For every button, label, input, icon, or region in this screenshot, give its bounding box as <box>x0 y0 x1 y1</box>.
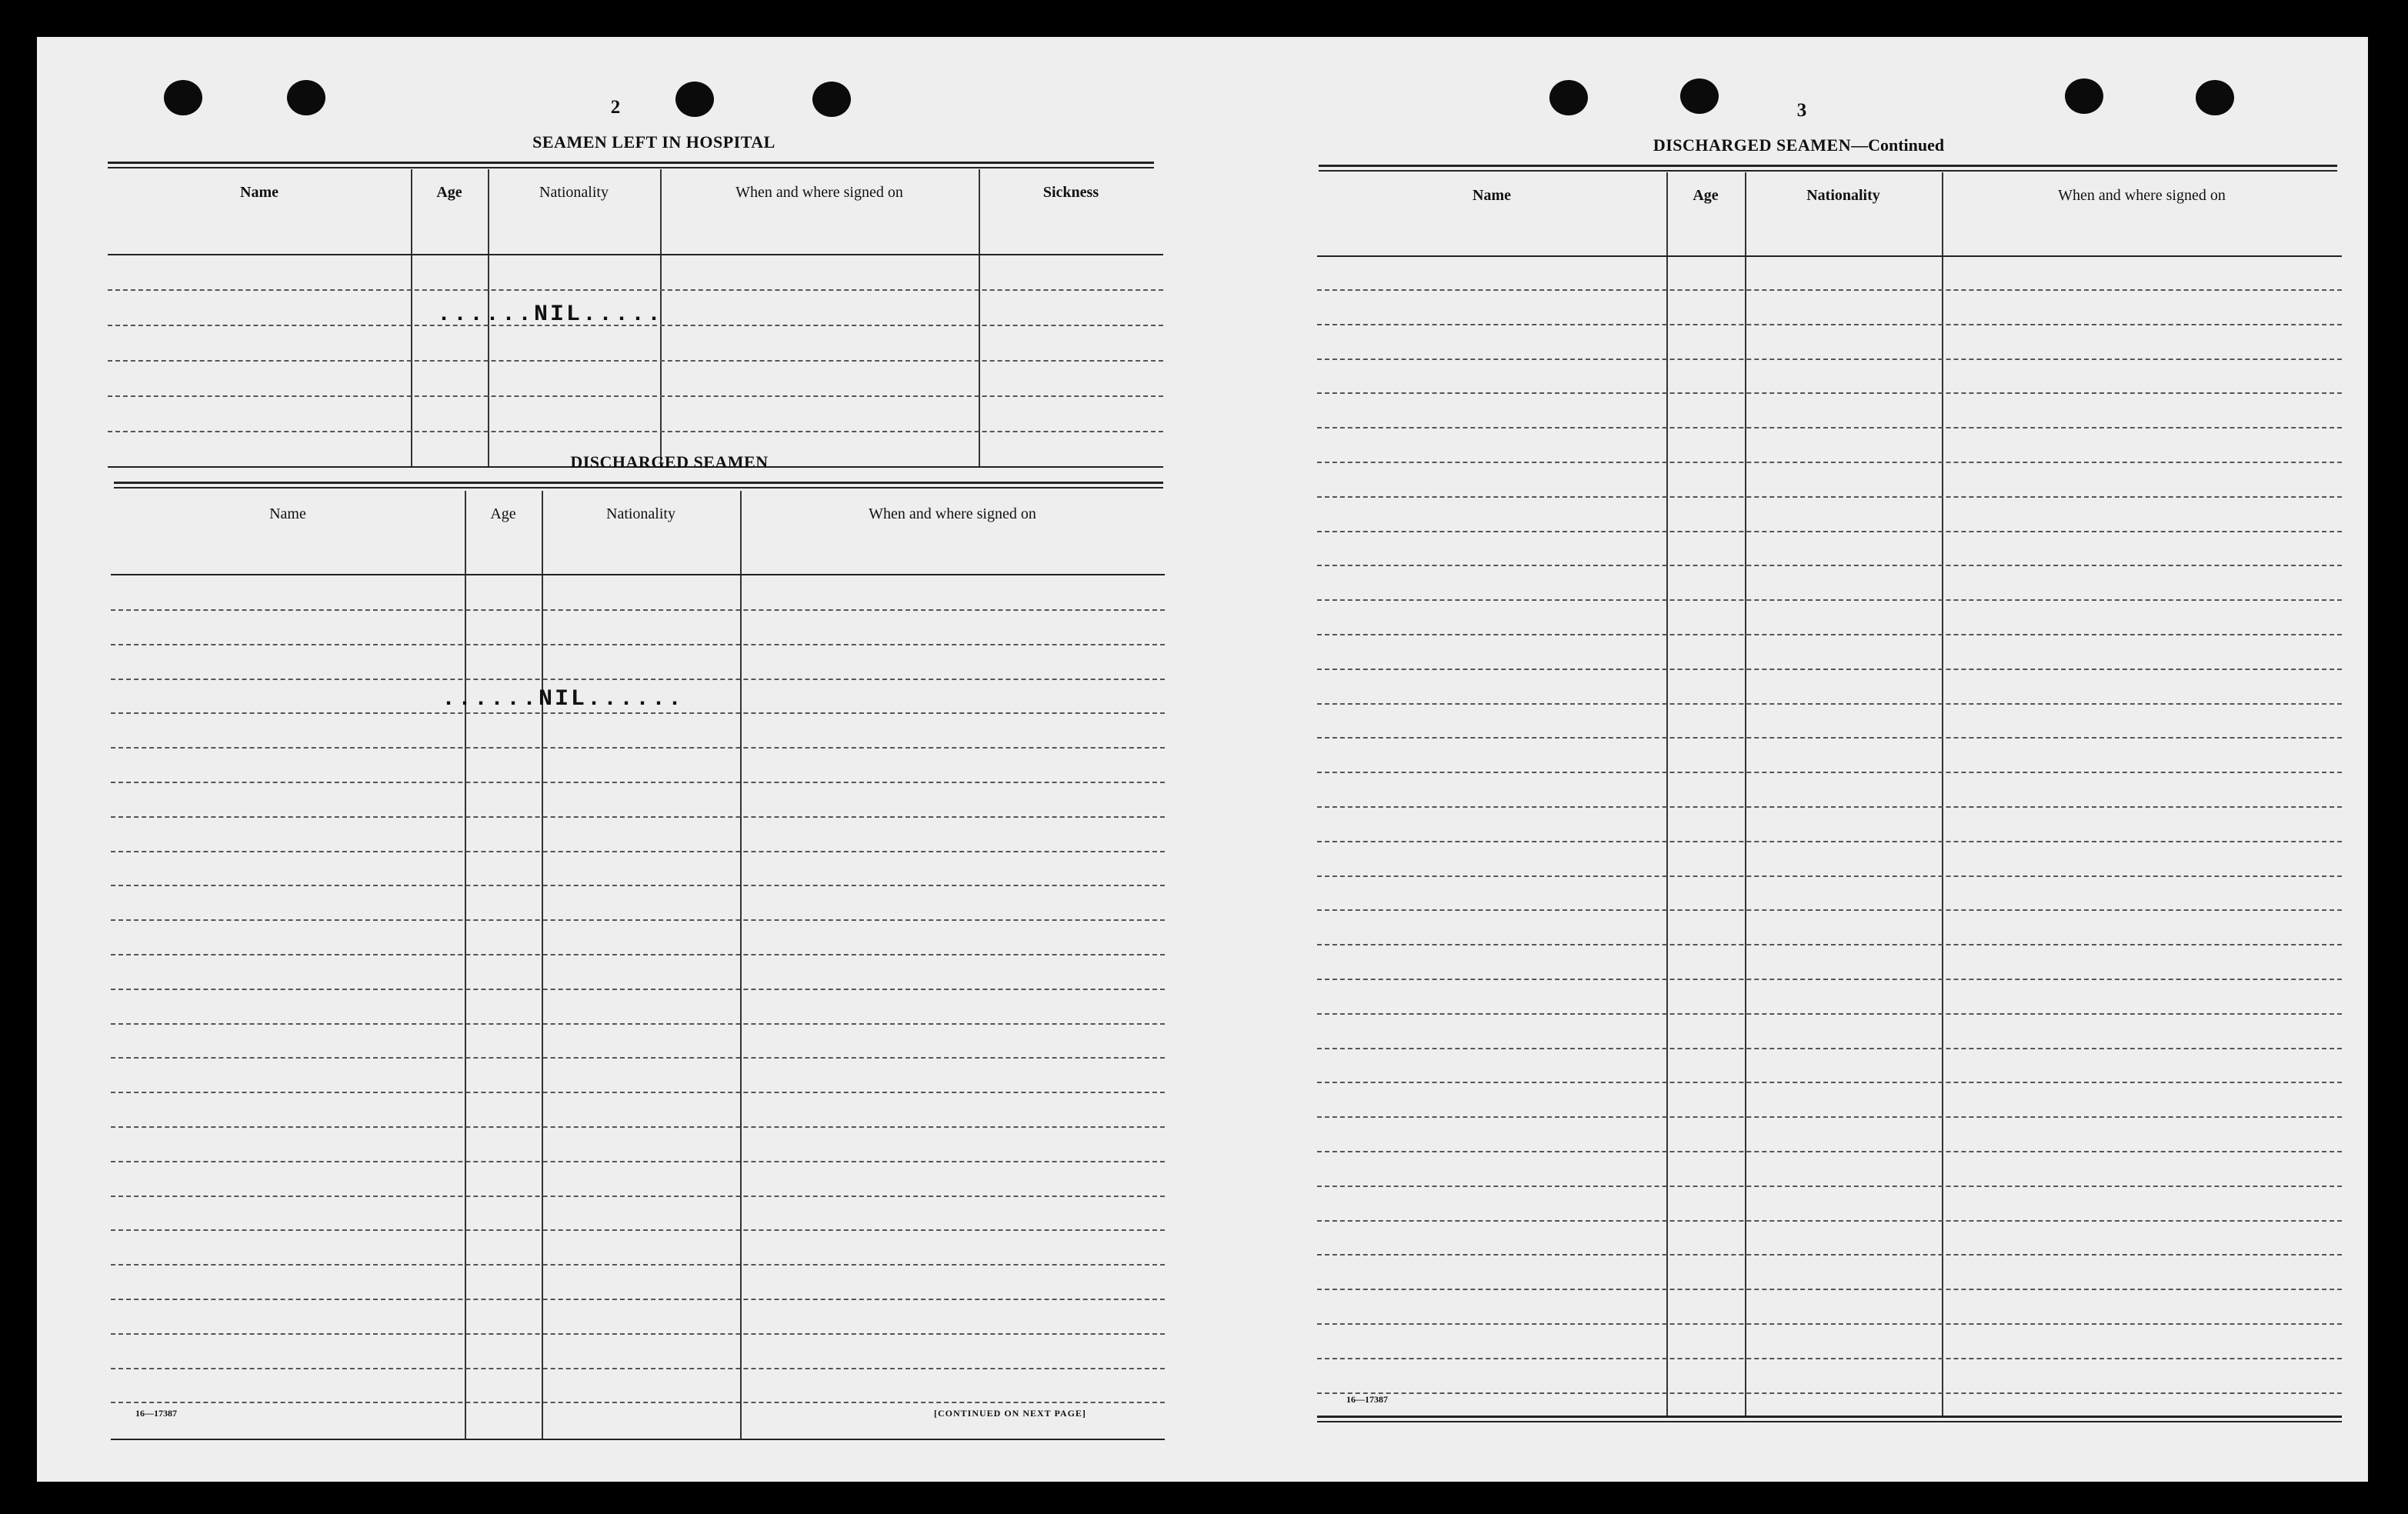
column-header-signed-on: When and where signed on <box>735 184 903 201</box>
section-title-suffix: —Continued <box>1851 135 1945 155</box>
table-row <box>111 712 1165 714</box>
column-header-nationality: Nationality <box>539 184 609 201</box>
column-header-name: Name <box>1472 187 1511 204</box>
table-row <box>1317 1254 2342 1256</box>
section-title-text: DISCHARGED SEAMEN <box>1653 135 1852 155</box>
table-row <box>1317 979 2342 980</box>
table-bottom-rule <box>1317 1416 2342 1422</box>
discharged-rows <box>111 491 1165 1442</box>
table-row <box>111 989 1165 990</box>
table-row <box>1317 565 2342 566</box>
table-row <box>1317 703 2342 705</box>
table-row <box>1317 1116 2342 1118</box>
table-row <box>1317 944 2342 945</box>
table-row <box>111 1023 1165 1025</box>
table-row <box>1317 669 2342 670</box>
table-row <box>111 1264 1165 1266</box>
form-code: 16—17387 <box>1346 1394 1388 1405</box>
form-code: 16—17387 <box>135 1408 177 1419</box>
table-row <box>1317 496 2342 498</box>
table-row <box>1317 875 2342 877</box>
page-number: 2 <box>610 97 621 118</box>
hospital-section-title: SEAMEN LEFT IN HOSPITAL <box>532 132 775 152</box>
column-header-signed-on: When and where signed on <box>2058 187 2226 204</box>
column-header-name: Name <box>240 184 278 201</box>
column-header-age: Age <box>1693 187 1719 204</box>
discharged-section-title: DISCHARGED SEAMEN <box>570 452 769 472</box>
table-row <box>111 747 1165 749</box>
table-row <box>111 1057 1165 1059</box>
table-row <box>1317 737 2342 739</box>
hospital-nil-entry: ......NIL..... <box>437 302 664 328</box>
table-row <box>111 885 1165 886</box>
table-row <box>108 431 1163 432</box>
table-row <box>111 1229 1165 1231</box>
table-row <box>1317 1392 2342 1394</box>
table-row <box>1317 392 2342 394</box>
table-row <box>111 1402 1165 1403</box>
table-row <box>108 360 1163 362</box>
table-row <box>1317 1220 2342 1222</box>
column-header-age: Age <box>436 184 462 201</box>
table-row <box>1317 841 2342 842</box>
table-row <box>1317 1013 2342 1015</box>
form-sheet <box>37 37 2368 1482</box>
column-header-nationality: Nationality <box>1806 187 1880 204</box>
hospital-title-rule <box>108 162 1154 168</box>
table-row <box>1317 1048 2342 1049</box>
table-row <box>1317 531 2342 532</box>
column-header-nationality: Nationality <box>606 505 675 522</box>
page-number: 3 <box>1796 100 1807 121</box>
table-row <box>1317 1151 2342 1152</box>
table-row <box>1317 462 2342 463</box>
table-row <box>111 782 1165 783</box>
discharged-continued-title <box>1560 135 2037 155</box>
column-divider <box>979 169 980 466</box>
table-row <box>111 679 1165 680</box>
table-row <box>1317 1186 2342 1187</box>
table-row <box>1317 289 2342 291</box>
table-row <box>108 395 1163 397</box>
discharged-continued-table <box>1317 172 2342 1419</box>
table-row <box>1317 1323 2342 1325</box>
table-row <box>111 1333 1165 1335</box>
table-row <box>111 644 1165 645</box>
table-row <box>111 1092 1165 1093</box>
table-row <box>108 289 1163 291</box>
table-row <box>111 816 1165 818</box>
left-page <box>37 37 1191 1482</box>
table-row <box>1317 909 2342 911</box>
table-row <box>111 1368 1165 1369</box>
right-page <box>1237 37 2368 1482</box>
column-header-age: Age <box>490 505 516 522</box>
table-row <box>1317 1082 2342 1083</box>
table-row <box>1317 772 2342 773</box>
table-row <box>1317 634 2342 635</box>
column-divider <box>411 169 412 466</box>
table-row <box>1317 599 2342 601</box>
discharged-continued-rows <box>1317 172 2342 1419</box>
table-row <box>1317 358 2342 360</box>
table-row <box>111 1196 1165 1197</box>
table-row <box>111 954 1165 955</box>
table-row <box>111 1161 1165 1162</box>
column-header-signed-on: When and where signed on <box>869 505 1036 522</box>
table-row <box>1317 324 2342 325</box>
discharged-table <box>111 491 1165 1442</box>
table-row <box>111 919 1165 921</box>
table-row <box>1317 806 2342 808</box>
table-row <box>111 1126 1165 1128</box>
discharged-nil-entry: ......NIL...... <box>442 686 685 712</box>
discharged-continued-title-rule <box>1319 165 2337 172</box>
continued-note: [CONTINUED ON NEXT PAGE] <box>934 1408 1086 1419</box>
header-bottom-rule <box>108 254 1163 255</box>
table-row <box>1317 1289 2342 1290</box>
column-header-sickness: Sickness <box>1042 184 1099 201</box>
table-row <box>111 1299 1165 1300</box>
discharged-title-rule <box>114 482 1163 489</box>
table-row <box>1317 1358 2342 1359</box>
table-row <box>111 609 1165 611</box>
table-row <box>111 851 1165 852</box>
column-header-name: Name <box>269 505 306 522</box>
table-bottom-rule <box>111 1439 1165 1440</box>
table-row <box>1317 427 2342 429</box>
